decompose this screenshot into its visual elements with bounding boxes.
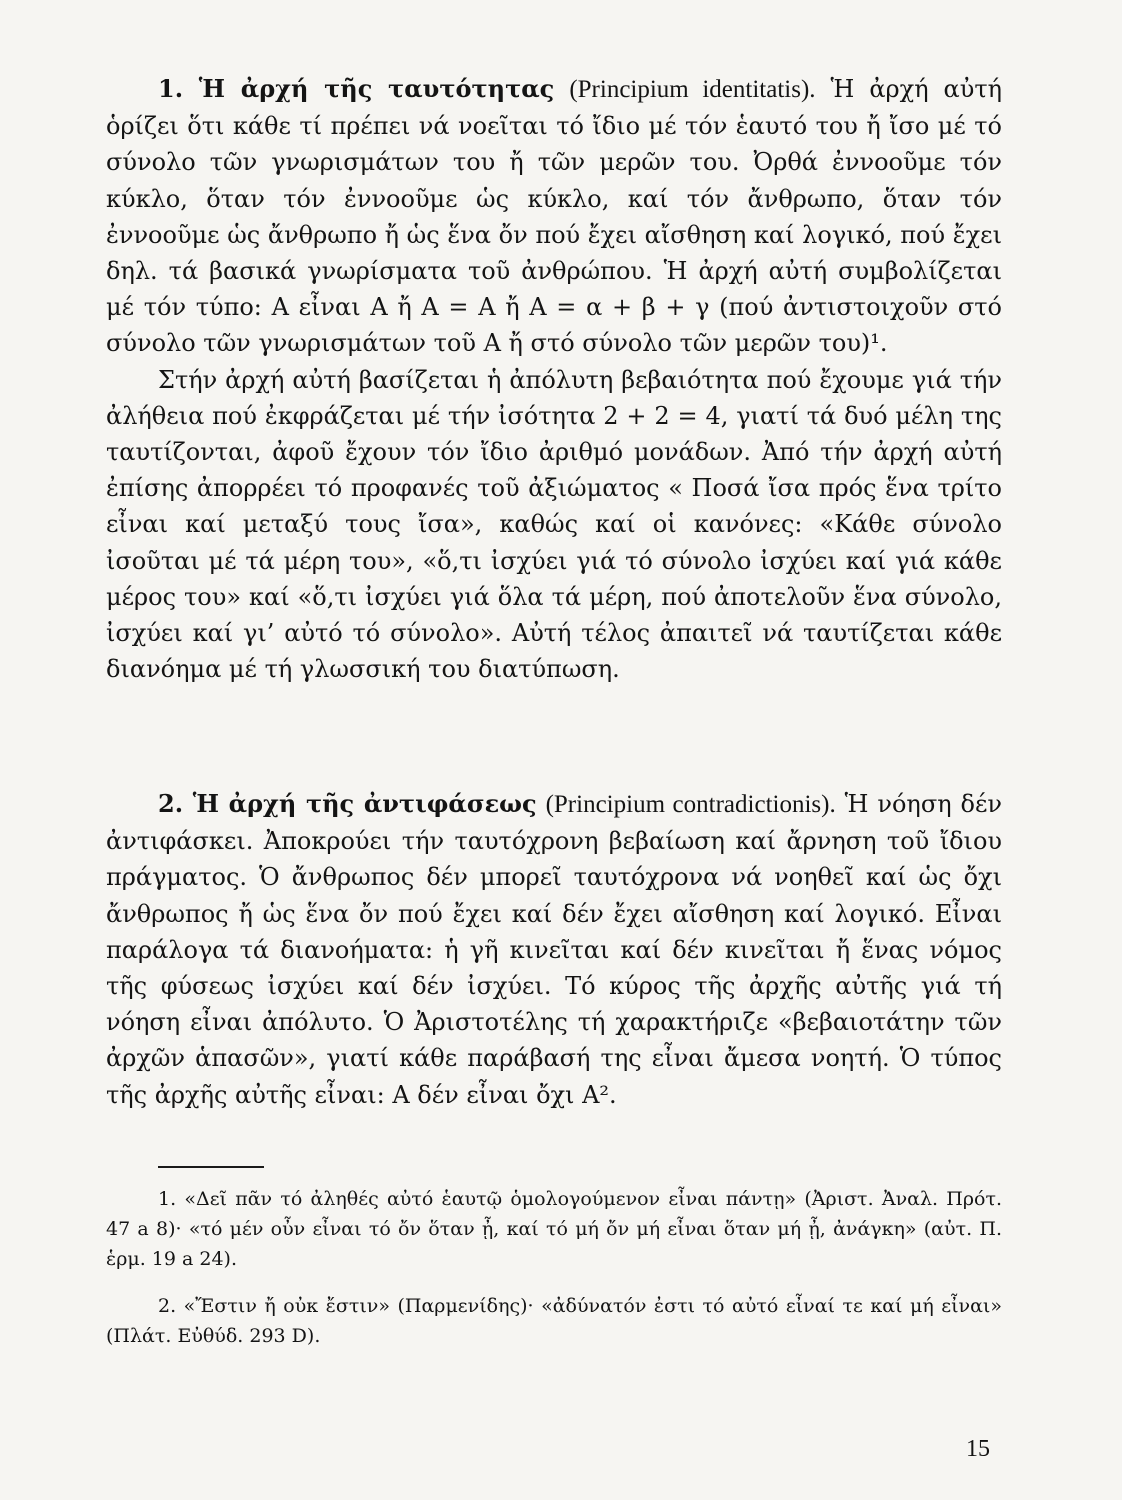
page-number: 15 [966, 1436, 990, 1462]
section-latin-term: (Principium identitatis). [569, 76, 816, 103]
footnote-divider [158, 1166, 264, 1168]
section-text: Ἡ νόηση δέν ἀντιφάσκει. Ἀποκρούει τήν ταυτόχρονη βεβαίωση καί ἄρνηση τοῦ ἴδιου πράγματος. Ὁ ἄνθρωπος δέν μπορεῖ ταυτόχρονα νά νοηθεῖ καί ὡς ὄχι ἄνθρωπος ἤ ὡς ἕνα ὄν πού ἔχει καί δέν ἔχει αἴσθηση καί λογικό. Εἶναι παράλογα τά διανοήματα: ἡ γῆ κινεῖται καί δέν κινεῖται ἤ ἕνας νόμος τῆς φύσεως ἰσχύει καί δέν ἰσχύει. Τό κύρος τῆς ἀρχῆς αὐτῆς γιά τή νόηση εἶναι ἀπόλυτο. Ὁ Ἀριστοτέλης τή χαρακτήριζε «βεβαιοτάτην τῶν ἀρχῶν ἁπασῶν», γιατί κάθε παράβασή της εἶναι ἄμεσα νοητή. Ὁ τύπος τῆς ἀρχῆς αὐτῆς εἶναι: Α δέν εἶναι ὄχι Α². [106, 790, 1002, 1109]
section-heading: 2. Ἡ ἀρχή τῆς ἀντιφάσεως [158, 789, 537, 818]
section-heading: 1. Ἡ ἀρχή τῆς ταυτότητας [158, 74, 555, 103]
section-principle-of-contradiction [106, 786, 1002, 1113]
section-latin-term: (Principium contradictionis). [545, 791, 836, 818]
section-principle-of-identity [106, 71, 1002, 687]
footnote: 2. «Ἔστιν ἤ οὐκ ἔστιν» (Παρμενίδης)· «ἀδύνατόν ἐστι τό αὐτό εἶναί τε καί μή εἶναι» (Πλάτ. Εὐθύδ. 293 D). [106, 1295, 1002, 1347]
section-text: Ἡ ἀρχή αὐτή ὁρίζει ὅτι κάθε τί πρέπει νά νοεῖται τό ἴδιο μέ τόν ἑαυτό του ἤ ἴσο μέ τό σύνολο τῶν γνωρισμάτων του ἤ τῶν μερῶν του. Ὀρθά ἐννοοῦμε τόν κύκλο, ὅταν τόν ἐννοοῦμε ὡς κύκλο, καί τόν ἄνθρωπο, ὅταν τόν ἐννοοῦμε ὡς ἄνθρωπο ἤ ὡς ἕνα ὄν πού ἔχει αἴσθηση καί λογικό, πού ἔχει δηλ. τά βασικά γνωρίσματα τοῦ ἀνθρώπου. Ἡ ἀρχή αὐτή συμβολίζεται μέ τόν τύπο: Α εἶναι Α ἤ Α = Α ἤ Α = α + β + γ (πού ἀντιστοιχοῦν στό σύνολο τῶν γνωρισμάτων τοῦ Α ἤ στό σύνολο τῶν μερῶν του)¹. [106, 75, 1003, 358]
footnotes [106, 1184, 1002, 1368]
section-paragraph: Στήν ἀρχή αὐτή βασίζεται ἡ ἀπόλυτη βεβαιότητα πού ἔχουμε γιά τήν ἀλήθεια πού ἐκφράζεται μέ τήν ἰσότητα 2 + 2 = 4, γιατί τά δυό μέλη της ταυτίζονται, ἀφοῦ ἔχουν τόν ἴδιο ἀριθμό μονάδων. Ἀπό τήν ἀρχή αὐτή ἐπίσης ἀπορρέει τό προφανές τοῦ ἀξιώματος « Ποσά ἴσα πρός ἕνα τρίτο εἶναι καί μεταξύ τους ἴσα», καθώς καί οἱ κανόνες: «Κάθε σύνολο ἰσοῦται μέ τά μέρη του», «ὅ,τι ἰσχύει γιά τό σύνολο ἰσχύει καί γιά κάθε μέρος του» καί «ὅ,τι ἰσχύει γιά ὅλα τά μέρη, πού ἀποτελοῦν ἕνα σύνολο, ἰσχύει καί γι’ αὐτό τό σύνολο». Αὐτή τέλος ἀπαιτεῖ νά ταυτίζεται κάθε διανόημα μέ τή γλωσσική του διατύπωση. [106, 365, 1002, 684]
section-paragraph [106, 71, 1002, 362]
footnote: 1. «Δεῖ πᾶν τό ἀληθές αὐτό ἑαυτῷ ὁμολογούμενον εἶναι πάντῃ» (Ἀριστ. Ἀναλ. Πρότ. 47 a 8)· «τό μέν οὖν εἶναι τό ὄν ὅταν ᾖ, καί τό μή ὄν μή εἶναι ὅταν μή ᾖ, ἀνάγκη» (αὐτ. Π. ἑρμ. 19 a 24). [106, 1188, 1002, 1270]
section-paragraph [106, 786, 1002, 1113]
